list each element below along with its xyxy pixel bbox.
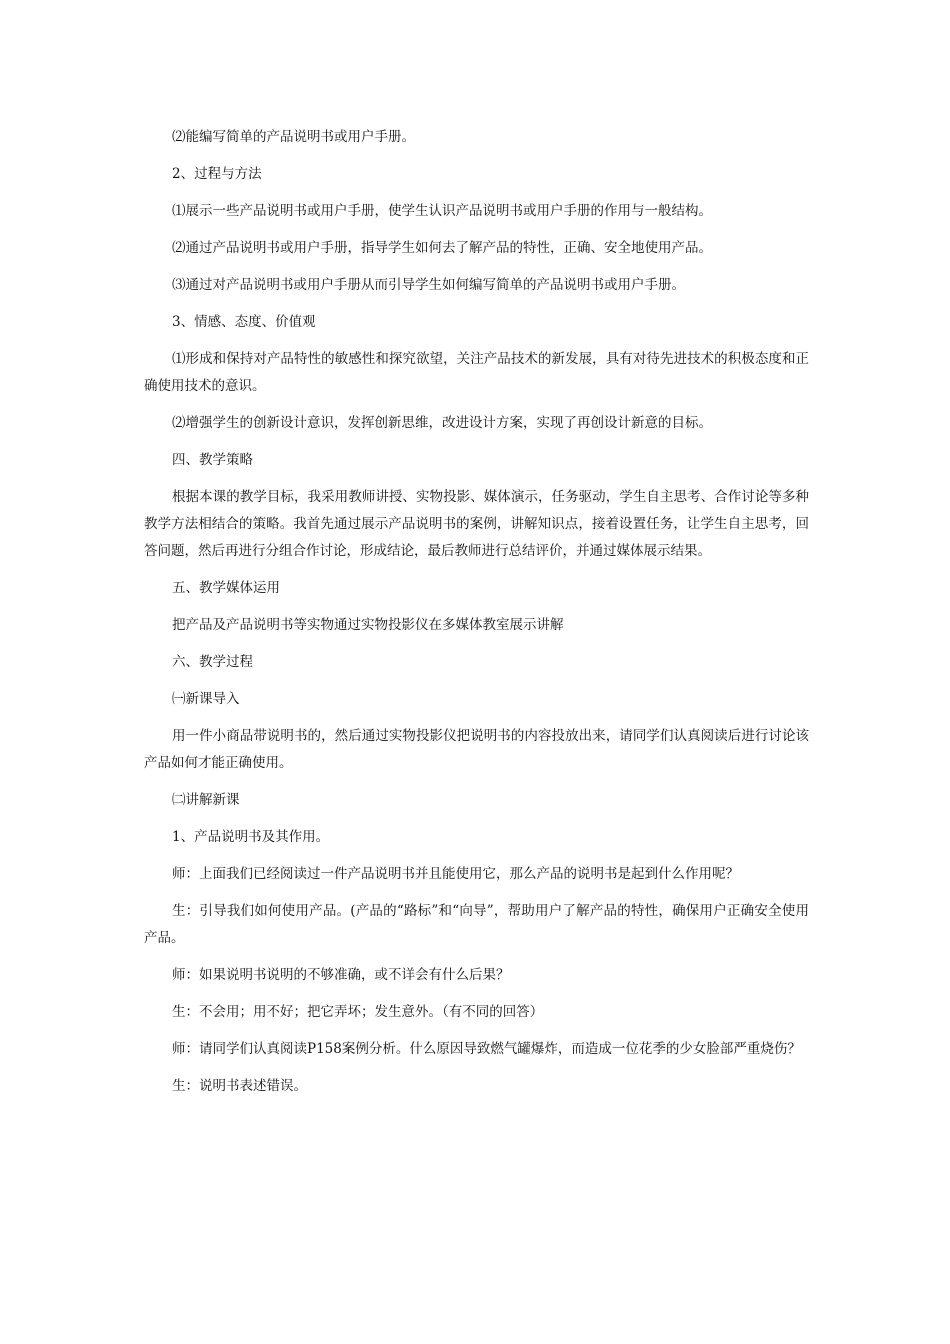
heading-teaching-process: 六、教学过程 xyxy=(172,654,253,670)
heading-product-manual-role: 1、产品说明书及其作用。 xyxy=(172,829,330,845)
paragraph-emotion-2: ⑵增强学生的创新设计意识，发挥创新思维，改进设计方案，实现了再创设计新意的目标。 xyxy=(172,415,712,431)
dialogue-student-3: 生：说明书表述错误。 xyxy=(172,1078,307,1094)
paragraph-teaching-strategy: 根据本课的教学目标，我采用教师讲授、实物投影、媒体演示，任务驱动，学生自主思考、合作讨论等多种教学方法相结合的策略。我首先通过展示产品说明书的案例，讲解知识点，接着设置任务，让学生自主思考，回答问题，然后再进行分组合作讨论，形成结论，最后教师进行总结评价，并通过媒体展示结果。 xyxy=(144,489,809,559)
paragraph-process-2: ⑵通过产品说明书或用户手册，指导学生如何去了解产品的特性，正确、安全地使用产品。 xyxy=(172,240,712,256)
subheading-explain-new-lesson: ㈡讲解新课 xyxy=(172,792,240,808)
paragraph-process-1: ⑴展示一些产品说明书或用户手册，使学生认识产品说明书或用户手册的作用与一般结构。 xyxy=(172,203,712,219)
paragraph-teaching-media: 把产品及产品说明书等实物通过实物投影仪在多媒体教室展示讲解 xyxy=(172,617,564,633)
dialogue-teacher-2: 师：如果说明书说明的不够准确，或不详会有什么后果？ xyxy=(172,967,510,983)
heading-teaching-media: 五、教学媒体运用 xyxy=(172,580,280,596)
dialogue-teacher-3: 师：请同学们认真阅读P158案例分析。什么原因导致燃气罐爆炸，而造成一位花季的少女脸部严重烧伤？ xyxy=(172,1041,801,1057)
paragraph-new-lesson-intro: 用一件小商品带说明书的，然后通过实物投影仪把说明书的内容投放出来，请同学们认真阅读后进行讨论该产品如何才能正确使用。 xyxy=(144,728,809,771)
paragraph-objective-2-2: ⑵能编写简单的产品说明书或用户手册。 xyxy=(172,129,415,145)
dialogue-teacher-1: 师：上面我们已经阅读过一件产品说明书并且能使用它，那么产品的说明书是起到什么作用呢？ xyxy=(172,866,739,882)
subheading-new-lesson-intro: ㈠新课导入 xyxy=(172,691,240,707)
dialogue-student-1: 生：引导我们如何使用产品。(产品的“路标”和“向导”，帮助用户了解产品的特性，确保用户正确安全使用产品。 xyxy=(144,903,809,946)
heading-teaching-strategy: 四、教学策略 xyxy=(172,452,253,468)
heading-emotion-values: 3、情感、态度、价值观 xyxy=(172,314,316,330)
heading-process-method: 2、过程与方法 xyxy=(172,166,262,182)
paragraph-process-3: ⑶通过对产品说明书或用户手册从而引导学生如何编写简单的产品说明书或用户手册。 xyxy=(172,277,685,293)
paragraph-emotion-1: ⑴形成和保持对产品特性的敏感性和探究欲望，关注产品技术的新发展，具有对待先进技术的积极态度和正确使用技术的意识。 xyxy=(144,351,809,394)
document-body xyxy=(144,124,809,1109)
dialogue-student-2: 生：不会用；用不好；把它弄坏；发生意外。（有不同的回答） xyxy=(172,1004,544,1020)
